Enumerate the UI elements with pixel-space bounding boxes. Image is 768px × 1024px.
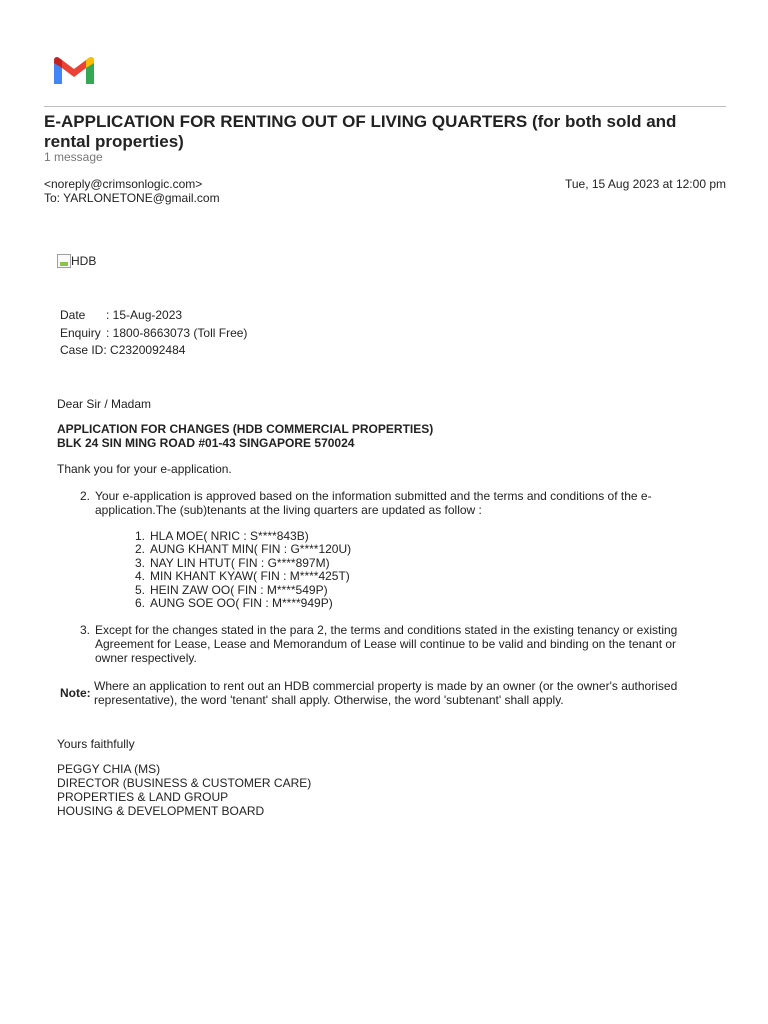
list-item (135, 542, 687, 556)
paragraph-number: 2. (80, 488, 91, 503)
gmail-logo-icon (53, 55, 95, 85)
signature-block (57, 762, 697, 818)
meta-key: Enquiry (60, 325, 101, 340)
header-divider (44, 106, 726, 107)
message-count: 1 message (44, 150, 103, 164)
paragraph-3 (80, 623, 697, 665)
meta-row-case-id (60, 343, 697, 361)
note-block (60, 679, 697, 707)
broken-image-icon (57, 254, 71, 268)
paragraph-2 (80, 489, 697, 610)
signature-line: DIRECTOR (BUSINESS & CUSTOMER CARE) (57, 775, 312, 790)
meta-key: Date (60, 308, 86, 322)
list-item (135, 569, 687, 583)
heading-line: BLK 24 SIN MING ROAD #01-43 SINGAPORE 570024 (57, 435, 355, 450)
meta-value: : 15-Aug-2023 (106, 308, 183, 322)
recipient: To: YARLONETONE@gmail.com (44, 191, 220, 205)
signature-line: PROPERTIES & LAND GROUP (57, 789, 229, 804)
tenant-name: HEIN ZAW OO( FIN : M****549P) (150, 582, 328, 597)
list-number: 2. (135, 542, 146, 556)
list-number: 6. (135, 596, 146, 610)
signature-line: PEGGY CHIA (MS) (57, 761, 161, 776)
list-item (135, 596, 687, 610)
case-meta (60, 308, 697, 361)
note-label: Note: (60, 685, 91, 700)
tenant-name: MIN KHANT KYAW( FIN : M****425T) (150, 569, 350, 583)
list-number: 5. (135, 582, 146, 597)
application-heading (57, 422, 697, 450)
meta-row-enquiry (60, 326, 697, 344)
tenant-name: NAY LIN HTUT( FIN : G****897M) (150, 555, 330, 570)
list-item (135, 529, 687, 543)
meta-value: : 1800-8663073 (Toll Free) (106, 325, 248, 340)
list-number: 1. (135, 528, 146, 543)
email-subject: E-APPLICATION FOR RENTING OUT OF LIVING QUARTERS (for both sold and rental properties) (44, 112, 677, 151)
meta-value: : C2320092484 (103, 343, 186, 357)
sender-address[interactable]: <noreply@crimsonlogic.com> (44, 177, 203, 191)
tenant-name: HLA MOE( NRIC : S****843B) (150, 528, 309, 543)
note-text: Where an application to rent out an HDB commercial property is made by an owner (or the owner's authorised representative), the word 'tenant' shall apply. Otherwise, the word 'subtenant' shall apply. (94, 678, 678, 707)
sent-date: Tue, 15 Aug 2023 at 12:00 pm (564, 177, 726, 191)
list-item (135, 556, 687, 570)
paragraph-number: 3. (80, 622, 91, 637)
meta-row-date (60, 308, 697, 326)
closing: Yours faithfully (57, 736, 135, 751)
heading-line: APPLICATION FOR CHANGES (HDB COMMERCIAL PROPERTIES) (57, 421, 434, 436)
list-number: 3. (135, 555, 146, 570)
signature-line: HOUSING & DEVELOPMENT BOARD (57, 803, 265, 818)
image-alt-text: HDB (71, 254, 97, 268)
meta-key: Case ID (60, 343, 104, 357)
salutation: Dear Sir / Madam (57, 396, 152, 411)
tenant-list (135, 529, 687, 610)
list-number: 4. (135, 569, 146, 583)
email-body (57, 254, 697, 818)
hdb-logo-image (57, 254, 697, 272)
thanks-line: Thank you for your e-application. (57, 461, 232, 476)
list-item (135, 583, 687, 597)
paragraph-text: Except for the changes stated in the para 2, the terms and conditions stated in the existing tenancy or existing Agreement for Lease, Lease and Memorandum of Lease will continue to be valid and binding on the tenant or owner respectively. (95, 622, 678, 665)
tenant-name: AUNG KHANT MIN( FIN : G****120U) (150, 542, 352, 556)
tenant-name: AUNG SOE OO( FIN : M****949P) (150, 596, 333, 610)
paragraph-text: Your e-application is approved based on the information submitted and the terms and conditions of the e-application.The (sub)tenants at the living quarters are updated as follow : (95, 488, 652, 517)
